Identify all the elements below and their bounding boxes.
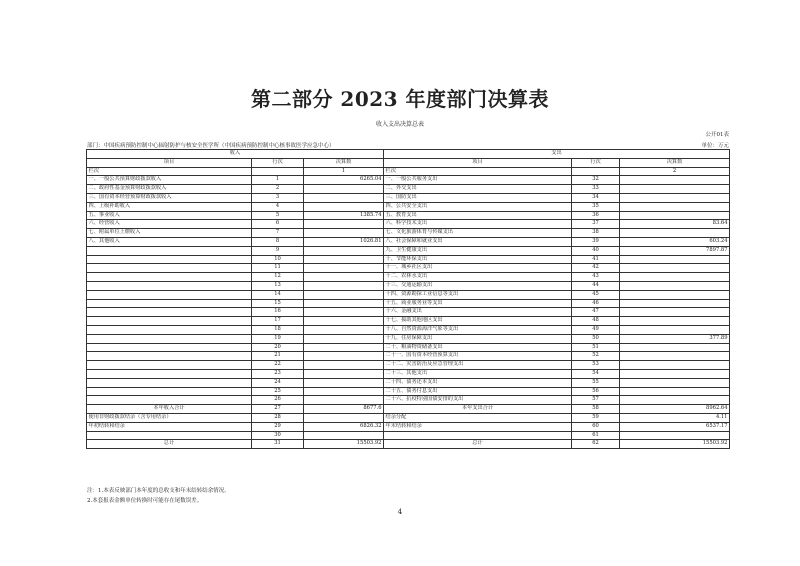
income-row-cell: 24 [252, 378, 304, 387]
table-row [87, 361, 730, 370]
income-value-cell [304, 396, 384, 405]
expense-row-cell: 58 [572, 405, 620, 414]
expense-item-cell: 三、国防支出 [384, 193, 572, 202]
income-item-cell: 一、一般公共预算财政拨款收入 [87, 176, 252, 185]
expense-item-cell: 十二、农林水支出 [384, 273, 572, 282]
income-value-cell [304, 352, 384, 361]
income-row-cell: 9 [252, 246, 304, 255]
income-item-cell [87, 343, 252, 352]
income-col-label: 栏次 [87, 167, 252, 176]
expense-row-cell: 35 [572, 202, 620, 211]
expense-item-cell: 八、社会保障和就业支出 [384, 237, 572, 246]
income-value-cell [304, 325, 384, 334]
income-item-cell: 二、政府性基金预算财政拨款收入 [87, 185, 252, 194]
income-row-cell: 5 [252, 211, 304, 220]
table-row [87, 431, 730, 440]
expense-value-cell [620, 369, 730, 378]
expense-item-cell: 十三、交通运输支出 [384, 281, 572, 290]
expense-col-blank [572, 167, 620, 176]
expense-row-cell: 51 [572, 343, 620, 352]
expense-value-cell [620, 317, 730, 326]
expense-value-cell [620, 229, 730, 238]
income-item-cell [87, 264, 252, 273]
table-title: 收入支出决算总表 [375, 121, 424, 128]
income-row-cell: 12 [252, 273, 304, 282]
income-item-cell [87, 255, 252, 264]
income-value-cell [304, 369, 384, 378]
income-value-cell: 6826.32 [304, 422, 384, 431]
income-value-cell [304, 193, 384, 202]
income-item-cell: 八、其他收入 [87, 237, 252, 246]
expense-row-cell: 48 [572, 317, 620, 326]
expense-value-cell [620, 281, 730, 290]
income-item-cell: 三、国有资本经营预算财政拨款收入 [87, 193, 252, 202]
table-row [87, 396, 730, 405]
income-row-cell: 23 [252, 369, 304, 378]
income-row-cell: 28 [252, 413, 304, 422]
expense-row-cell: 44 [572, 281, 620, 290]
expense-value-cell: 603.24 [620, 237, 730, 246]
expense-row-cell: 43 [572, 273, 620, 282]
expense-row-cell: 52 [572, 352, 620, 361]
income-row-cell: 30 [252, 431, 304, 440]
expense-item-cell: 十一、城乡社区支出 [384, 264, 572, 273]
expense-value-cell: 4.11 [620, 413, 730, 422]
expense-value-cell [620, 387, 730, 396]
income-item-cell: 本年收入合计 [87, 405, 252, 414]
expense-row-cell: 41 [572, 255, 620, 264]
income-row-cell: 8 [252, 237, 304, 246]
expense-item-cell: 结余分配 [384, 413, 572, 422]
income-value-cell [304, 334, 384, 343]
income-value-cell [304, 378, 384, 387]
income-value-cell [304, 299, 384, 308]
expense-col-label: 栏次 [384, 167, 572, 176]
table-row [87, 185, 730, 194]
income-row-header: 行次 [252, 158, 304, 167]
expense-item-cell: 十六、金融支出 [384, 308, 572, 317]
income-item-header: 项目 [87, 158, 252, 167]
income-col-index: 1 [304, 167, 384, 176]
income-value-cell [304, 255, 384, 264]
table-row [87, 211, 730, 220]
section-header-row [87, 150, 730, 159]
table-row [87, 255, 730, 264]
table-row [87, 369, 730, 378]
income-item-cell [87, 387, 252, 396]
table-row [87, 229, 730, 238]
expense-value-cell [620, 273, 730, 282]
expense-row-cell: 54 [572, 369, 620, 378]
income-item-cell [87, 246, 252, 255]
income-value-cell: 1026.81 [304, 237, 384, 246]
income-row-cell: 6 [252, 220, 304, 229]
income-item-cell: 五、事业收入 [87, 211, 252, 220]
income-value-cell [304, 431, 384, 440]
expense-row-cell: 38 [572, 229, 620, 238]
income-value-cell: 15503.92 [304, 440, 384, 449]
expense-value-cell: 83.64 [620, 220, 730, 229]
expense-value-cell [620, 299, 730, 308]
income-item-cell: 七、附属单位上缴收入 [87, 229, 252, 238]
table-row [87, 308, 730, 317]
expense-row-cell: 42 [572, 264, 620, 273]
income-item-cell [87, 396, 252, 405]
income-value-cell [304, 387, 384, 396]
expense-item-cell: 九、卫生健康支出 [384, 246, 572, 255]
income-value-cell [304, 229, 384, 238]
expense-item-cell: 一、一般公共服务支出 [384, 176, 572, 185]
expense-value-cell [620, 290, 730, 299]
income-value-cell [304, 220, 384, 229]
table-row [87, 422, 730, 431]
expense-value-cell: 7897.87 [620, 246, 730, 255]
income-item-cell: 使用非财政拨款结余（含专用结余） [87, 413, 252, 422]
income-row-cell: 26 [252, 396, 304, 405]
expense-row-cell: 39 [572, 237, 620, 246]
summary-table-body [87, 150, 730, 449]
expense-value-cell [620, 185, 730, 194]
income-item-cell [87, 281, 252, 290]
income-value-cell: 6265.04 [304, 176, 384, 185]
income-value-cell [304, 246, 384, 255]
table-row [87, 281, 730, 290]
income-row-cell: 29 [252, 422, 304, 431]
expense-item-cell: 二十五、债务付息支出 [384, 387, 572, 396]
expense-row-cell: 61 [572, 431, 620, 440]
expense-item-cell: 二十、粮油物资储备支出 [384, 343, 572, 352]
expense-item-cell: 二十二、灾害防治及应急管理支出 [384, 361, 572, 370]
expense-value-cell [620, 396, 730, 405]
expense-value-cell [620, 308, 730, 317]
income-value-cell [304, 308, 384, 317]
income-row-cell: 1 [252, 176, 304, 185]
expense-row-cell: 57 [572, 396, 620, 405]
table-row [87, 193, 730, 202]
income-value-cell [304, 273, 384, 282]
expense-row-cell: 59 [572, 413, 620, 422]
expense-item-cell: 二十三、其他支出 [384, 369, 572, 378]
expense-value-cell [620, 202, 730, 211]
expense-row-cell: 55 [572, 378, 620, 387]
table-row [87, 387, 730, 396]
table-row [87, 378, 730, 387]
expense-value-cell [620, 264, 730, 273]
income-row-cell: 17 [252, 317, 304, 326]
table-row [87, 290, 730, 299]
income-section-header: 收入 [87, 150, 384, 159]
income-value-cell [304, 185, 384, 194]
table-row [87, 413, 730, 422]
expense-item-cell: 二十一、国有资本经营预算支出 [384, 352, 572, 361]
organization-label: 部门：中国疾病预防控制中心辐射防护与核安全医学所（中国疾病预防控制中心核事故医学应急中心） [87, 143, 335, 149]
income-row-cell: 4 [252, 202, 304, 211]
expense-value-cell [620, 325, 730, 334]
income-row-cell: 3 [252, 193, 304, 202]
table-row [87, 334, 730, 343]
expense-item-cell [384, 431, 572, 440]
income-row-cell: 25 [252, 387, 304, 396]
income-value-cell [304, 413, 384, 422]
income-row-cell: 19 [252, 334, 304, 343]
expense-item-cell: 十四、资源勘探工业信息等支出 [384, 290, 572, 299]
page-title: 第二部分 2023 年度部门决算表 [250, 87, 550, 111]
expense-item-header: 项目 [384, 158, 572, 167]
income-row-cell: 22 [252, 361, 304, 370]
income-row-cell: 14 [252, 290, 304, 299]
income-item-cell: 年初结转和结余 [87, 422, 252, 431]
expense-row-cell: 40 [572, 246, 620, 255]
expense-value-cell [620, 361, 730, 370]
income-row-cell: 16 [252, 308, 304, 317]
expense-row-cell: 45 [572, 290, 620, 299]
expense-item-cell: 总计 [384, 440, 572, 449]
income-value-cell [304, 202, 384, 211]
expense-value-cell [620, 378, 730, 387]
expense-value-cell: 6537.17 [620, 422, 730, 431]
income-item-cell [87, 325, 252, 334]
income-item-cell: 总计 [87, 440, 252, 449]
expense-row-cell: 60 [572, 422, 620, 431]
column-header-row [87, 158, 730, 167]
table-number: 公开01表 [705, 132, 729, 138]
income-item-cell: 四、上级补助收入 [87, 202, 252, 211]
income-row-cell: 2 [252, 185, 304, 194]
income-value-cell [304, 361, 384, 370]
table-row [87, 246, 730, 255]
income-value-cell [304, 343, 384, 352]
expense-value-cell: 8962.64 [620, 405, 730, 414]
income-row-cell: 18 [252, 325, 304, 334]
expense-item-cell: 十八、自然资源海洋气象等支出 [384, 325, 572, 334]
table-row [87, 440, 730, 449]
expense-col-index: 2 [620, 167, 730, 176]
income-row-cell: 27 [252, 405, 304, 414]
table-row [87, 317, 730, 326]
income-value-cell [304, 290, 384, 299]
income-item-cell: 六、经营收入 [87, 220, 252, 229]
expense-value-cell: 15503.92 [620, 440, 730, 449]
table-row [87, 343, 730, 352]
table-row [87, 202, 730, 211]
income-row-cell: 11 [252, 264, 304, 273]
income-item-cell [87, 431, 252, 440]
footnote-1: 注：1.本表反映部门本年度的总收支和年末结转结余情况。 [87, 488, 230, 494]
expense-row-cell: 53 [572, 361, 620, 370]
expense-value-cell [620, 431, 730, 440]
expense-value-cell [620, 352, 730, 361]
expense-item-cell: 七、文化旅游体育与传媒支出 [384, 229, 572, 238]
income-col-blank [252, 167, 304, 176]
expense-item-cell: 四、公共安全支出 [384, 202, 572, 211]
income-item-cell [87, 334, 252, 343]
income-item-cell [87, 378, 252, 387]
income-amount-header: 决算数 [304, 158, 384, 167]
expense-item-cell: 二十六、抗疫特别国债安排的支出 [384, 396, 572, 405]
expense-row-cell: 47 [572, 308, 620, 317]
income-item-cell [87, 290, 252, 299]
income-item-cell [87, 273, 252, 282]
column-index-row [87, 167, 730, 176]
income-value-cell: 1385.74 [304, 211, 384, 220]
expense-item-cell: 二十四、债务还本支出 [384, 378, 572, 387]
expense-row-cell: 33 [572, 185, 620, 194]
income-item-cell [87, 317, 252, 326]
income-value-cell: 8677.6 [304, 405, 384, 414]
table-row [87, 220, 730, 229]
expense-item-cell: 六、科学技术支出 [384, 220, 572, 229]
expense-row-cell: 34 [572, 193, 620, 202]
expense-item-cell: 十五、商业服务业等支出 [384, 299, 572, 308]
table-row [87, 352, 730, 361]
income-item-cell [87, 352, 252, 361]
expense-row-cell: 49 [572, 325, 620, 334]
expense-item-cell: 五、教育支出 [384, 211, 572, 220]
expense-value-cell: 377.89 [620, 334, 730, 343]
expense-section-header: 支出 [384, 150, 730, 159]
expense-row-cell: 46 [572, 299, 620, 308]
income-row-cell: 10 [252, 255, 304, 264]
expense-item-cell: 本年支出合计 [384, 405, 572, 414]
income-item-cell [87, 369, 252, 378]
expense-value-cell [620, 255, 730, 264]
footnote-2: 2.本套报表金额单位转换时可能存在尾数误差。 [87, 497, 203, 504]
expense-value-cell [620, 176, 730, 185]
expense-item-cell: 十、节能环保支出 [384, 255, 572, 264]
table-row [87, 264, 730, 273]
expense-row-header: 行次 [572, 158, 620, 167]
expense-value-cell [620, 193, 730, 202]
income-row-cell: 31 [252, 440, 304, 449]
income-row-cell: 7 [252, 229, 304, 238]
income-row-cell: 21 [252, 352, 304, 361]
table-row [87, 299, 730, 308]
expense-item-cell: 十七、援助其他地区支出 [384, 317, 572, 326]
expense-value-cell [620, 211, 730, 220]
income-row-cell: 20 [252, 343, 304, 352]
table-row [87, 325, 730, 334]
expense-row-cell: 50 [572, 334, 620, 343]
expense-row-cell: 37 [572, 220, 620, 229]
income-row-cell: 15 [252, 299, 304, 308]
expense-value-cell [620, 343, 730, 352]
expense-item-cell: 二、外交支出 [384, 185, 572, 194]
income-value-cell [304, 264, 384, 273]
expense-item-cell: 年末结转和结余 [384, 422, 572, 431]
expense-row-cell: 36 [572, 211, 620, 220]
page-number: 4 [397, 508, 403, 516]
unit-label: 单位：万元 [701, 143, 729, 149]
expense-row-cell: 32 [572, 176, 620, 185]
table-row [87, 273, 730, 282]
income-value-cell [304, 281, 384, 290]
income-item-cell [87, 361, 252, 370]
income-item-cell [87, 308, 252, 317]
summary-table [86, 149, 730, 449]
expense-row-cell: 62 [572, 440, 620, 449]
income-row-cell: 13 [252, 281, 304, 290]
expense-item-cell: 十九、住房保障支出 [384, 334, 572, 343]
income-value-cell [304, 317, 384, 326]
table-row [87, 405, 730, 414]
table-row [87, 176, 730, 185]
footnotes [87, 487, 230, 506]
expense-row-cell: 56 [572, 387, 620, 396]
table-row [87, 237, 730, 246]
expense-amount-header: 决算数 [620, 158, 730, 167]
income-item-cell [87, 299, 252, 308]
